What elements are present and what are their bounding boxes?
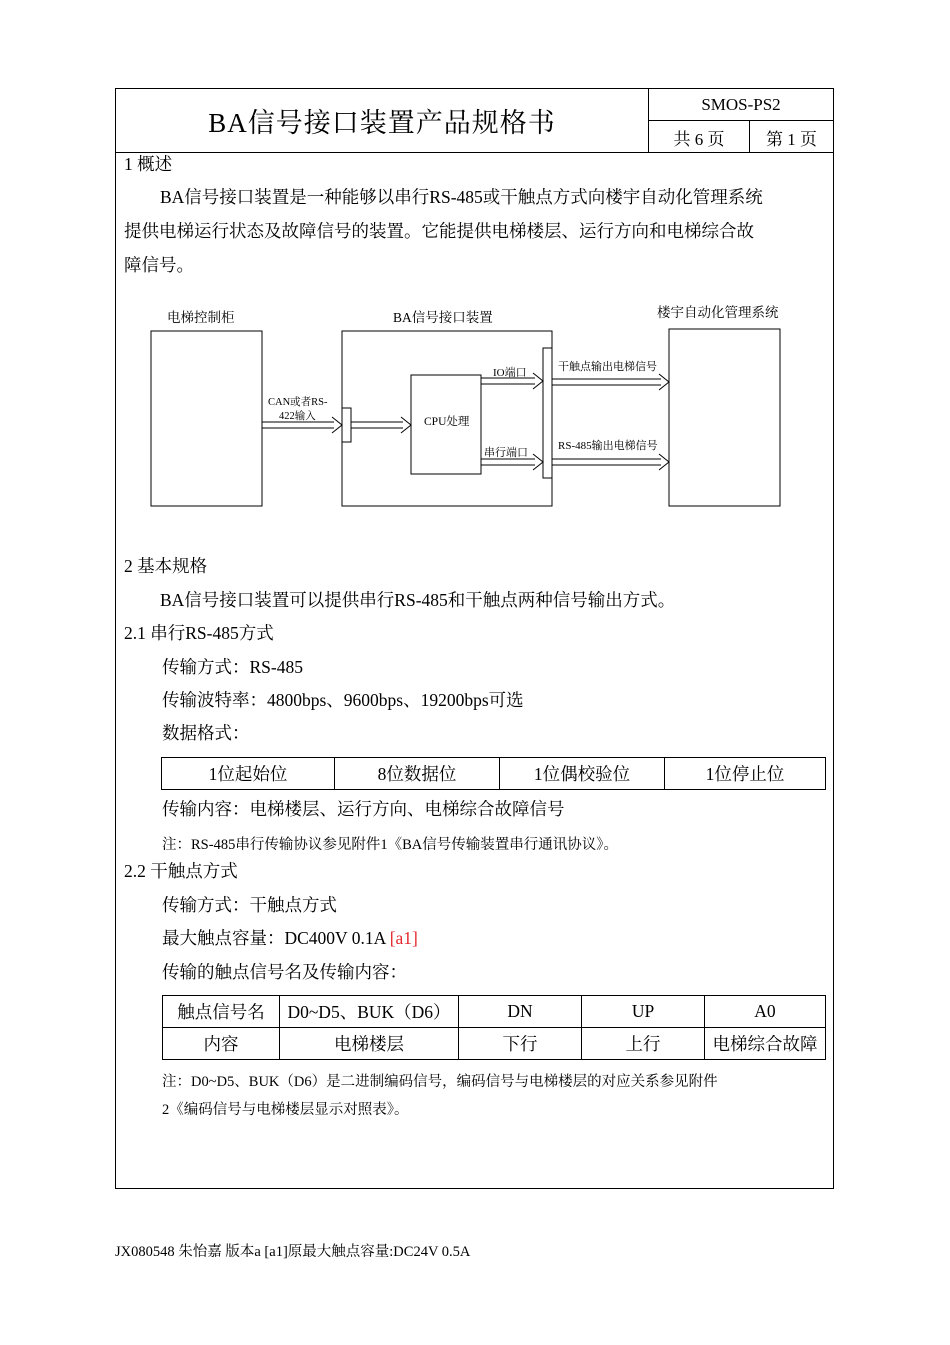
rs485-note: 注：RS-485串行传输协议参见附件1《BA信号传输装置串行通讯协议》。 bbox=[162, 837, 618, 853]
format-start-bit: 1位起始位 bbox=[162, 758, 335, 790]
section-2-heading: 2 基本规格 bbox=[124, 556, 208, 576]
dry-output-arrow bbox=[552, 374, 669, 390]
subsection-2-2-heading: 2.2 干触点方式 bbox=[124, 861, 238, 881]
contact-note-line-1: 注：D0~D5、BUK（D6）是二进制编码信号，编码信号与电梯楼层的对应关系参见附件 bbox=[162, 1074, 718, 1090]
overview-line-1: BA信号接口装置是一种能够以串行RS-485或干触点方式向楼宇自动化管理系统 bbox=[160, 187, 763, 207]
contact-signal-intro: 传输的触点信号名及传输内容： bbox=[162, 962, 407, 982]
data-format-table bbox=[161, 757, 826, 790]
input-connector bbox=[342, 408, 351, 442]
contact-header-up: UP bbox=[582, 996, 705, 1028]
controller-label: 电梯控制柜 bbox=[167, 310, 235, 325]
contact-content-label: 内容 bbox=[163, 1028, 280, 1060]
controller-block bbox=[151, 331, 262, 506]
device-label: BA信号接口装置 bbox=[393, 310, 493, 325]
cpu-label: CPU处理 bbox=[424, 416, 470, 428]
contact-header-d0-d5: D0~D5、BUK（D6） bbox=[280, 996, 459, 1028]
contact-header-dn: DN bbox=[459, 996, 582, 1028]
bas-block bbox=[669, 329, 780, 506]
contact-content-up: 上行 bbox=[582, 1028, 705, 1060]
max-contact-capacity bbox=[162, 922, 418, 955]
cpu-input-arrow bbox=[351, 417, 411, 433]
table-row bbox=[163, 1028, 826, 1060]
table-row bbox=[162, 758, 826, 790]
input-label-line-2: 422输入 bbox=[279, 411, 316, 422]
section-2-intro: BA信号接口装置可以提供串行RS-485和干触点两种信号输出方式。 bbox=[160, 590, 676, 610]
page-number: 第 1 页 bbox=[766, 129, 817, 149]
contact-signal-table bbox=[162, 995, 826, 1060]
max-contact-capacity-text: 最大触点容量：DC400V 0.1A bbox=[162, 928, 386, 948]
io-port-label: IO端口 bbox=[493, 367, 527, 379]
contact-content-floor: 电梯楼层 bbox=[280, 1028, 459, 1060]
format-parity-bit: 1位偶校验位 bbox=[500, 758, 665, 790]
serial-port-label: 串行端口 bbox=[484, 447, 528, 459]
contact-header-a0: A0 bbox=[705, 996, 826, 1028]
section-1-heading: 1 概述 bbox=[124, 154, 173, 174]
format-stop-bit: 1位停止位 bbox=[665, 758, 826, 790]
bas-label: 楼宇自动化管理系统 bbox=[657, 305, 779, 320]
output-connector bbox=[543, 348, 552, 478]
dry-output-label: 干触点输出电梯信号 bbox=[558, 361, 657, 373]
input-label-line-1: CAN或者RS- bbox=[268, 397, 328, 408]
table-row bbox=[163, 996, 826, 1028]
contact-note-line-2: 2《编码信号与电梯楼层显示对照表》。 bbox=[162, 1102, 409, 1118]
rs485-baud-rate: 传输波特率：4800bps、9600bps、19200bps可选 bbox=[162, 690, 524, 710]
overview-line-3: 障信号。 bbox=[124, 255, 194, 275]
format-data-bits: 8位数据位 bbox=[335, 758, 500, 790]
revision-footer: JX080548 朱怡嘉 版本a [a1]原最大触点容量:DC24V 0.5A bbox=[115, 1244, 471, 1260]
contact-content-fault: 电梯综合故障 bbox=[705, 1028, 826, 1060]
overview-line-2: 提供电梯运行状态及故障信号的装置。它能提供电梯楼层、运行方向和电梯综合故 bbox=[124, 221, 754, 241]
contact-header-name: 触点信号名 bbox=[163, 996, 280, 1028]
rs485-data-format-label: 数据格式： bbox=[162, 723, 250, 743]
subsection-2-1-heading: 2.1 串行RS-485方式 bbox=[124, 623, 274, 643]
rs485-transfer-content: 传输内容：电梯楼层、运行方向、电梯综合故障信号 bbox=[162, 799, 565, 819]
contact-content-down: 下行 bbox=[459, 1028, 582, 1060]
rs485-transfer-mode: 传输方式：RS-485 bbox=[162, 657, 303, 677]
total-pages: 共 6 页 bbox=[673, 129, 725, 149]
revision-mark-a1[interactable]: [a1] bbox=[389, 928, 418, 948]
document-code: SMOS-PS2 bbox=[701, 95, 781, 114]
dry-contact-transfer-mode: 传输方式：干触点方式 bbox=[162, 895, 337, 915]
rs485-output-label: RS-485输出电梯信号 bbox=[558, 440, 658, 452]
document-title: BA信号接口装置产品规格书 bbox=[208, 108, 556, 138]
system-block-diagram bbox=[0, 0, 950, 540]
rs485-output-arrow bbox=[552, 454, 669, 470]
